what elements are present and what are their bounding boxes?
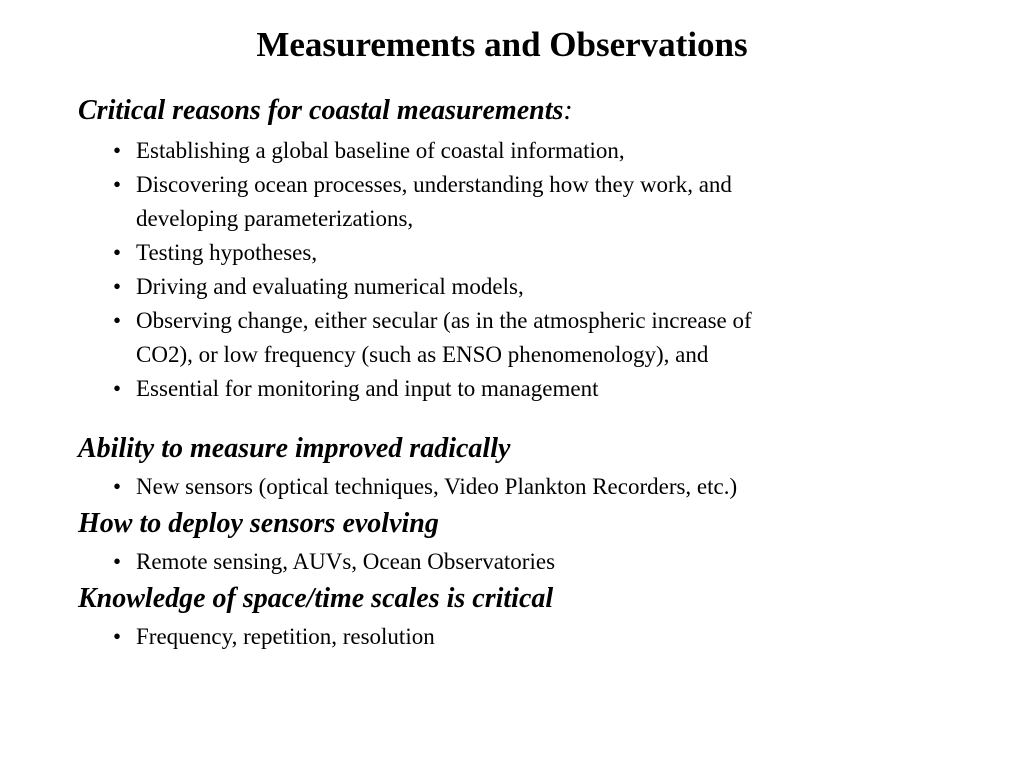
bullet-icon: • — [113, 474, 122, 499]
list-item-text: Essential for monitoring and input to management — [136, 376, 599, 401]
section-heading-critical-reasons — [78, 94, 573, 128]
list-item-text: Frequency, repetition, resolution — [136, 624, 435, 649]
section-heading-deploy: How to deploy sensors evolving — [78, 508, 439, 539]
bullet-icon: • — [113, 138, 122, 163]
bullet-icon: • — [113, 274, 122, 299]
bullet-icon: • — [113, 624, 122, 649]
slide-title: Measurements and Observations — [256, 25, 748, 64]
bullet-icon: • — [113, 376, 122, 401]
list-item-continuation: developing parameterizations, — [136, 206, 414, 231]
list-item-continuation: CO2), or low frequency (such as ENSO phenomenology), and — [136, 342, 709, 367]
section-heading-ability: Ability to measure improved radically — [78, 433, 511, 464]
heading-colon: : — [563, 95, 573, 126]
list-item-text: Testing hypotheses, — [136, 240, 318, 265]
heading-text: Critical reasons for coastal measurements — [78, 95, 564, 126]
list-item-text: Remote sensing, AUVs, Ocean Observatories — [136, 549, 556, 574]
bullet-icon: • — [113, 240, 122, 265]
section-heading-scales: Knowledge of space/time scales is critical — [78, 583, 554, 614]
list-item-text: New sensors (optical techniques, Video Plankton Recorders, etc.) — [136, 474, 738, 499]
bullet-icon: • — [113, 172, 122, 197]
list-item-text: Observing change, either secular (as in the atmospheric increase of — [136, 308, 752, 333]
list-item-text: Driving and evaluating numerical models, — [136, 274, 524, 299]
list-item-text: Discovering ocean processes, understanding how they work, and — [136, 172, 732, 197]
bullet-icon: • — [113, 308, 122, 333]
list-item-text: Establishing a global baseline of coastal information, — [136, 138, 625, 163]
bullet-icon: • — [113, 549, 122, 574]
